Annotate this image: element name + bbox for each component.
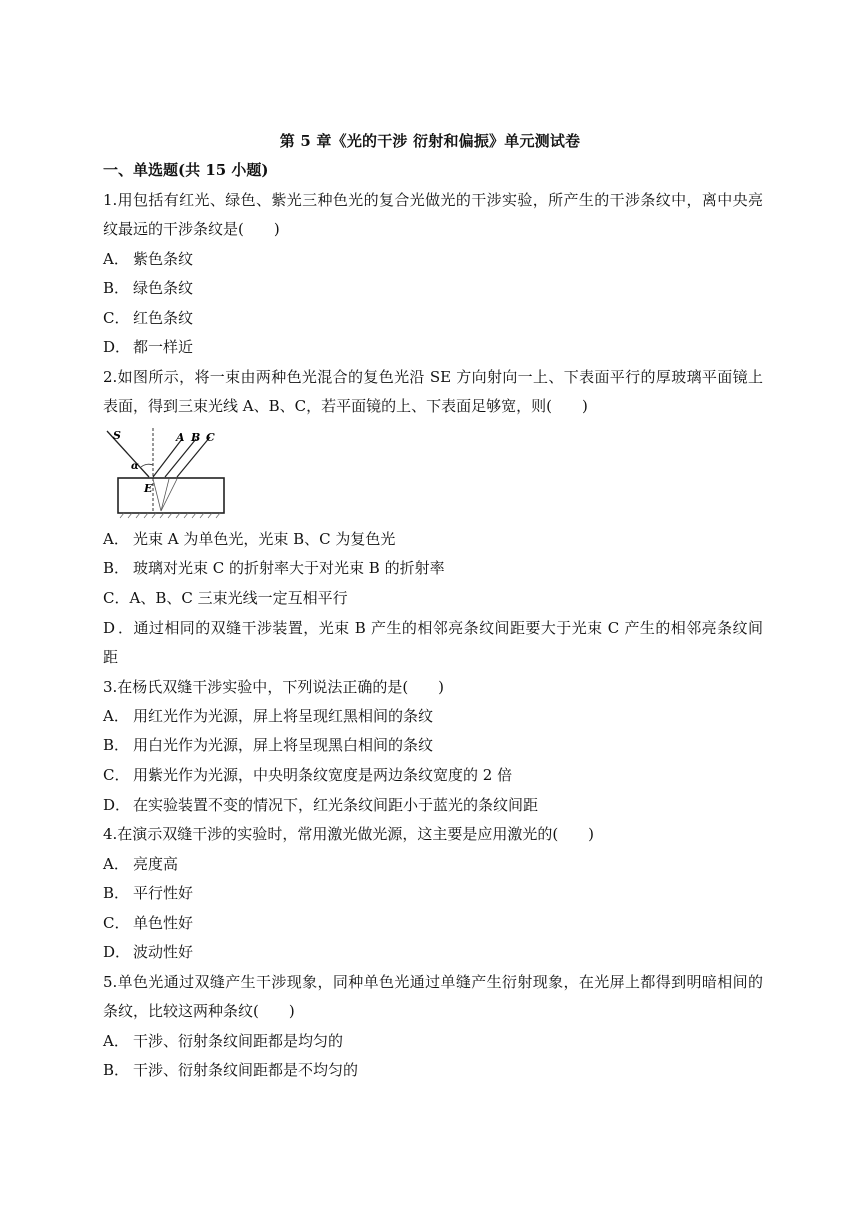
q5-stem-line2: 条纹，比较这两种条纹( ): [103, 1002, 295, 1020]
page-title: 第 5 章《光的干涉 衍射和偏振》单元测试卷: [279, 132, 581, 150]
q4-option-a: [103, 854, 763, 874]
label-alpha: α: [131, 461, 139, 472]
option-label: D．: [103, 796, 131, 814]
ray-a: [153, 439, 182, 477]
q2-option-a: [103, 529, 763, 549]
option-text: 绿色条纹: [133, 279, 194, 297]
option-text: 用红光作为光源，屏上将呈现红黑相间的条纹: [133, 707, 434, 725]
option-text: 波动性好: [133, 943, 194, 961]
option-label: D．: [103, 619, 133, 637]
q2-stem-line2: 表面，得到三束光线 A、B、C，若平面镜的上、下表面足够宽，则( ): [103, 397, 588, 415]
q1-stem-line1: 1.用包括有红光、绿色、紫光三种色光的复合光做光的干涉实验，所产生的干涉条纹中，离中央亮: [103, 191, 763, 209]
q2-option-c: [103, 588, 763, 608]
glass-block: [118, 478, 224, 513]
q4-stem: 4.在演示双缝干涉的实验时，常用激光做光源，这主要是应用激光的( ): [103, 825, 595, 843]
option-label: C．: [103, 589, 130, 607]
option-text: 用白光作为光源，屏上将呈现黑白相间的条纹: [133, 736, 434, 754]
option-text: 都一样近: [133, 338, 194, 356]
option-text: 亮度高: [133, 855, 179, 873]
q3-stem: 3.在杨氏双缝干涉实验中，下列说法正确的是( ): [103, 678, 445, 696]
q5-stem-line1: 5.单色光通过双缝产生干涉现象，同种单色光通过单缝产生衍射现象，在光屏上都得到明暗相间的: [103, 973, 763, 991]
option-label: D．: [103, 943, 131, 961]
q5-option-a: [103, 1031, 763, 1051]
q3-option-d: [103, 795, 763, 815]
label-s: S: [113, 429, 121, 442]
option-text: 红色条纹: [133, 309, 194, 327]
q3-option-c: [103, 765, 763, 785]
refracted-ray: [153, 479, 161, 511]
q2-option-d: [103, 618, 763, 638]
q1-option-a: [103, 249, 763, 269]
option-text: 紫色条纹: [133, 250, 194, 268]
q4-option-c: [103, 913, 763, 933]
q1-option-c: [103, 308, 763, 328]
angle-arc: [141, 464, 153, 467]
option-label: D．: [103, 338, 131, 356]
option-label: B．: [103, 559, 130, 577]
option-label: C．: [103, 309, 130, 327]
ray-b: [165, 439, 196, 477]
label-b: B: [191, 431, 201, 444]
option-label: C．: [103, 766, 130, 784]
option-text: A、B、C 三束光线一定互相平行: [129, 589, 348, 607]
option-text: 光束 A 为单色光，光束 B、C 为复色光: [133, 530, 396, 548]
option-label: B．: [103, 1061, 130, 1079]
option-label: A．: [103, 707, 129, 725]
glass-mirror-figure: [103, 425, 228, 520]
option-text: 玻璃对光束 C 的折射率大于对光束 B 的折射率: [133, 559, 445, 577]
q2-option-d-continued: 距: [103, 648, 119, 666]
option-text: 用紫光作为光源，中央明条纹宽度是两边条纹宽度的 2 倍: [133, 766, 513, 784]
option-label: C．: [103, 914, 130, 932]
option-text: 单色性好: [133, 914, 194, 932]
q5-option-b: [103, 1060, 763, 1080]
option-text: 平行性好: [133, 884, 194, 902]
q1-stem-line2: 纹最远的干涉条纹是( ): [103, 220, 280, 238]
option-text: 通过相同的双缝干涉装置，光束 B 产生的相邻亮条纹间距要大于光束 C 产生的相邻亮条纹间: [133, 619, 763, 637]
q3-option-b: [103, 735, 763, 755]
q4-option-b: [103, 883, 763, 903]
q1-option-b: [103, 278, 763, 298]
label-c: C: [206, 431, 215, 444]
option-label: B．: [103, 884, 130, 902]
option-label: A．: [103, 530, 129, 548]
q1-option-d: [103, 337, 763, 357]
q2-stem-line1: 2.如图所示，将一束由两种色光混合的复色光沿 SE 方向射向一上、下表面平行的厚玻璃平面镜上: [103, 368, 763, 386]
option-label: A．: [103, 855, 129, 873]
label-a: A: [176, 431, 185, 444]
option-label: B．: [103, 279, 130, 297]
q3-option-a: [103, 706, 763, 726]
q4-option-d: [103, 942, 763, 962]
option-label: B．: [103, 736, 130, 754]
option-text: 在实验装置不变的情况下，红光条纹间距小于蓝光的条纹间距: [133, 796, 539, 814]
q2-option-b: [103, 558, 763, 578]
option-label: A．: [103, 250, 129, 268]
refracted-ray: [161, 479, 169, 511]
refracted-ray: [161, 479, 177, 511]
option-text: 干涉、衍射条纹间距都是不均匀的: [133, 1061, 359, 1079]
option-text: 干涉、衍射条纹间距都是均匀的: [133, 1032, 344, 1050]
option-label: A．: [103, 1032, 129, 1050]
label-e: E: [144, 482, 153, 495]
section-heading: 一、单选题(共 15 小题): [103, 161, 269, 179]
